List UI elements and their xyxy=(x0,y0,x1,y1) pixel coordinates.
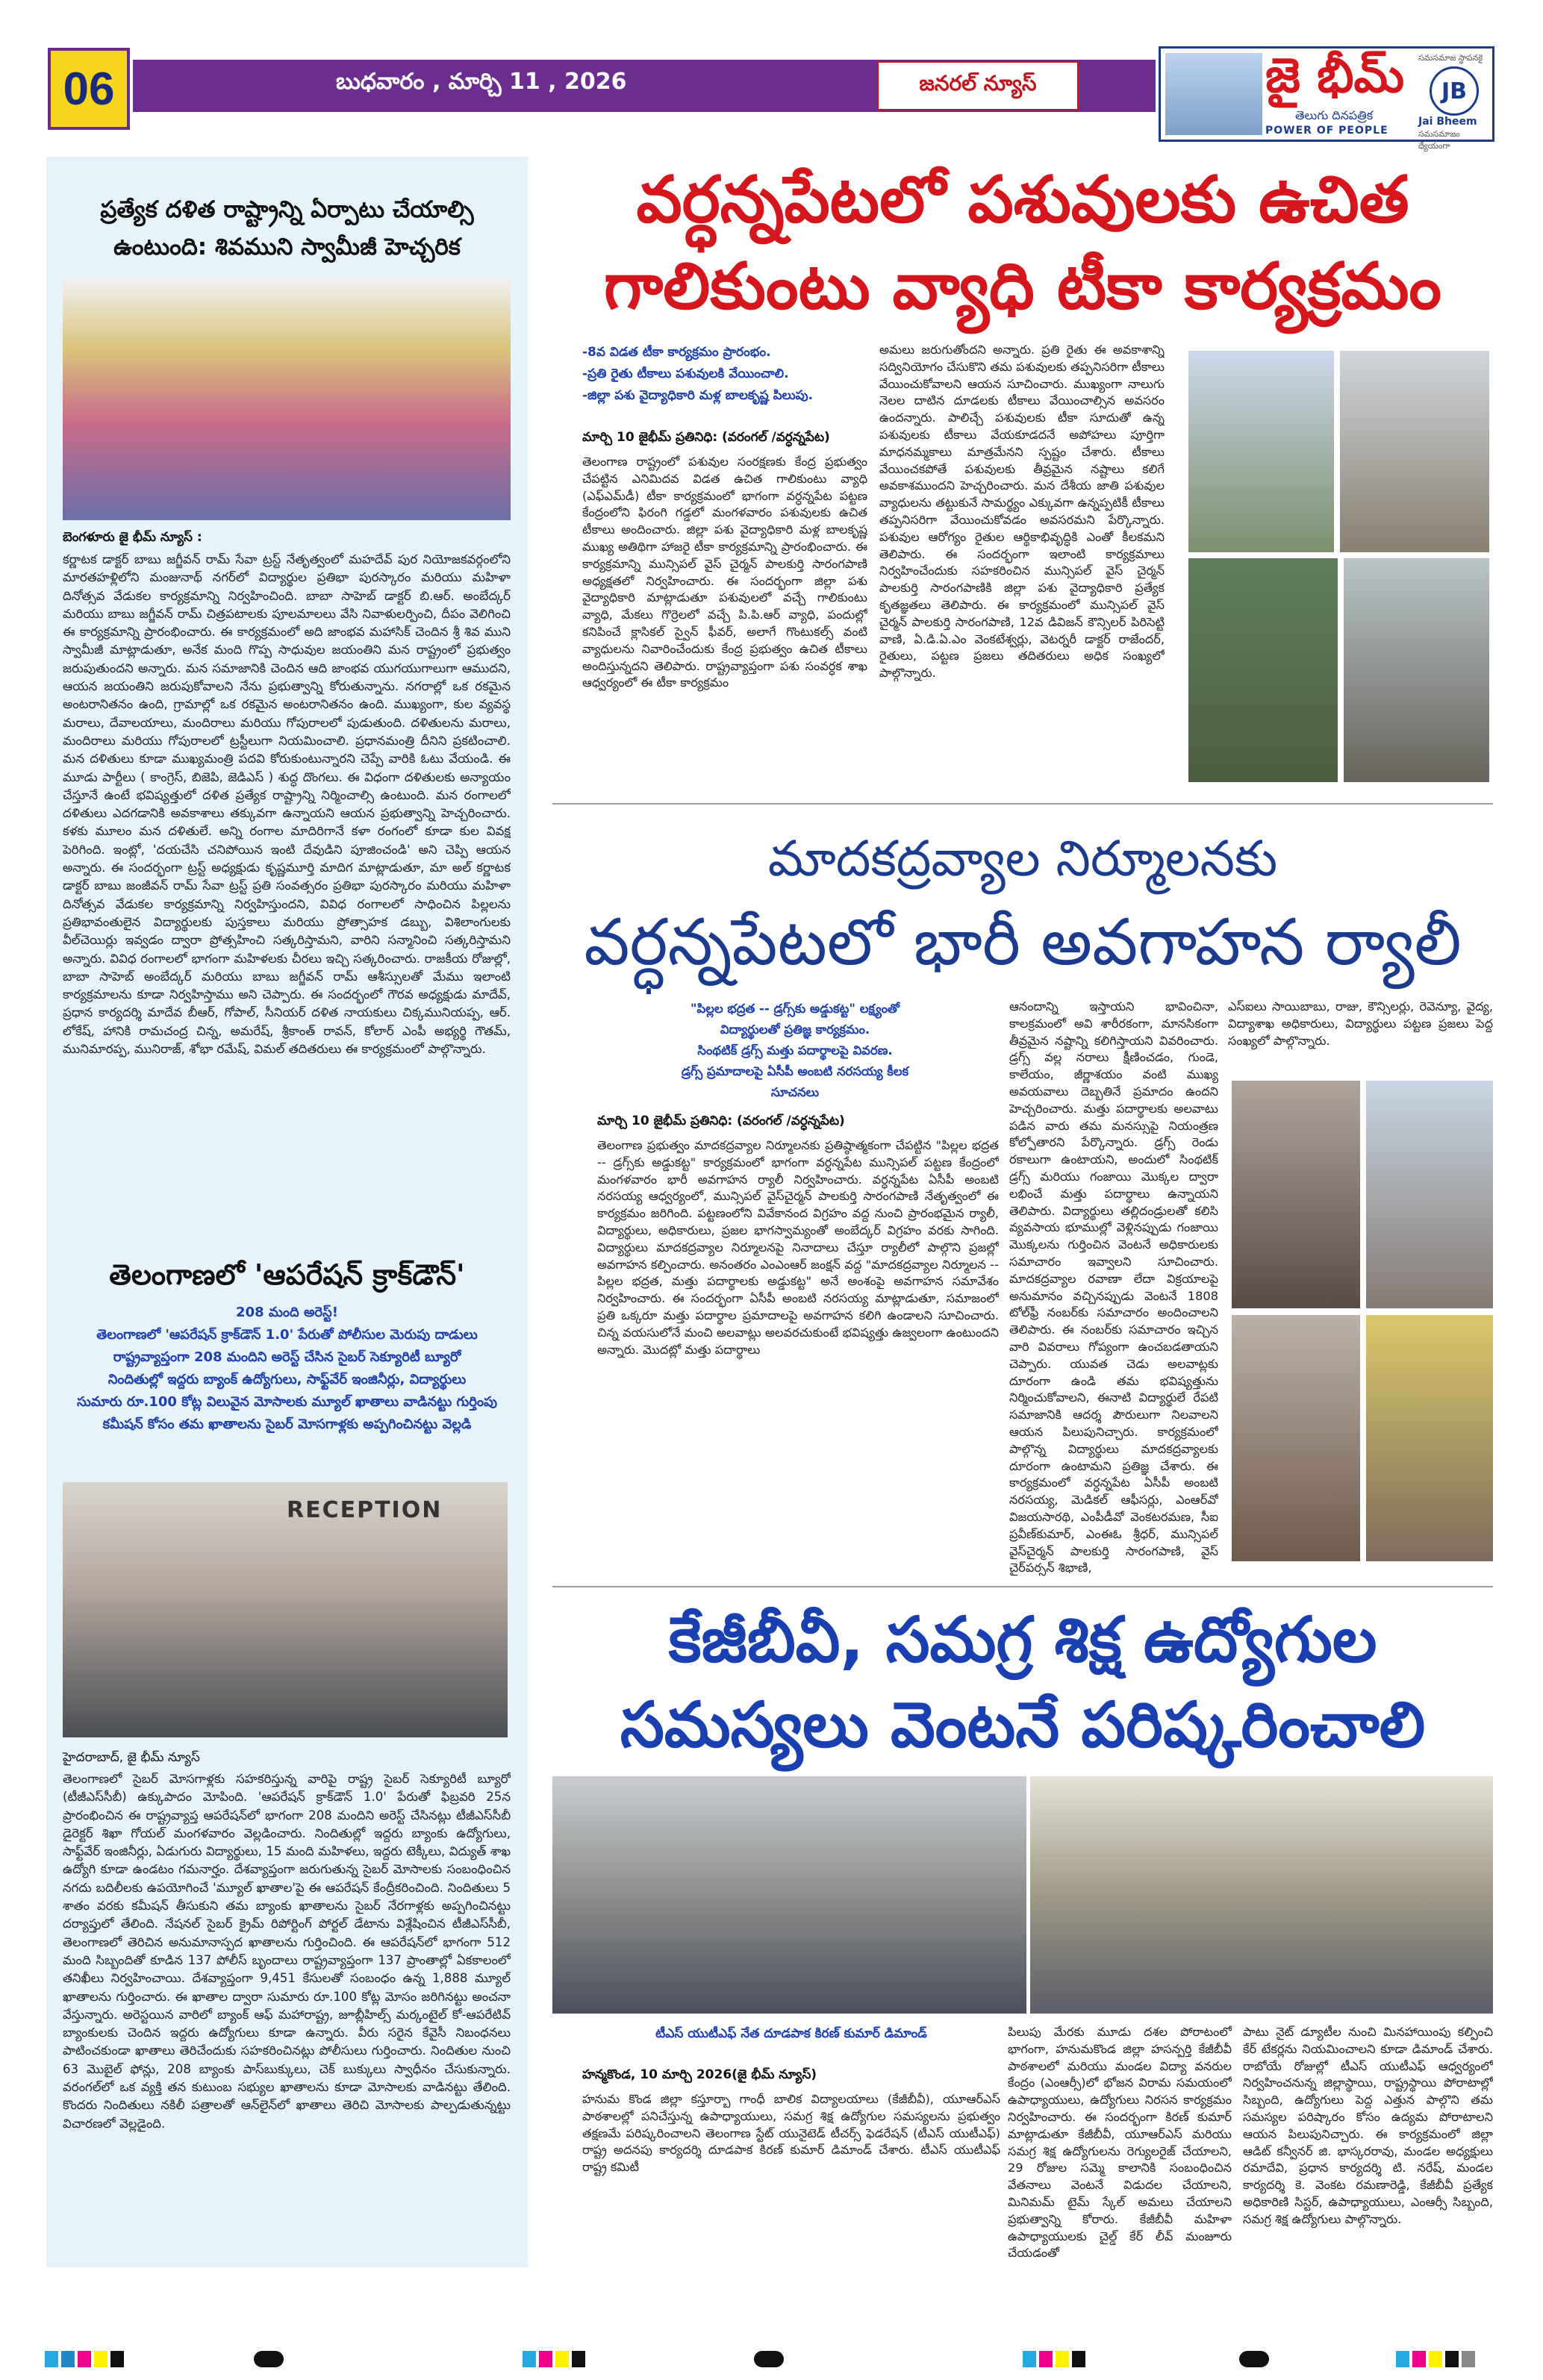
logo-subtitle: తెలుగు దినపత్రిక xyxy=(1295,108,1374,122)
divider xyxy=(552,803,1493,805)
story1-headline-line2: గాలికుంటు వ్యాధి టీకా కార్యక్రమం xyxy=(603,249,1442,324)
story3-body-col2: పిలుపు మేరకు మూడు దశల పోరాటంలో భాగంగా, హనుమకొండ జిల్లా హసన్పర్తి కేజీబీవీ పాఠశాలలో మరియు మండల విద్యా వనరుల కేంద్రం (ఎంఆర్సీ)లో భోజన విరామ సమయంలో ఉపాధ్యాయులు, ఉద్యోగులు నిరసన కార్యక్రమం నిర్వహించారు. ఈ సందర్భంగా కిరణ్ కుమార్ మాట్లాడుతూ కేజీబీవీ, యూఆర్ఎస్ మరియు సమగ్ర శిక్ష ఉద్యోగులను రెగ్యులరైజ్ చేయాలని, 29 రోజుల సమ్మె కాలానికి సంబంధించిన వేతనాలు వెంటనే విడుదల చేయాలని, మినిమమ్ టైమ్ స్కేల్ అమలు చేయాలని ప్రభుత్వాన్ని కోరారు. కేజీబీవీ మహిళా ఉపాధ్యాయులకు చైల్డ్ కేర్ లీవ్ మంజూరు చేయడంతో xyxy=(1008,2025,1232,2261)
protest-photo-2 xyxy=(1030,1776,1493,2014)
logo-english: Jai Bheem xyxy=(1418,116,1477,128)
divider xyxy=(552,1586,1493,1587)
story2-body-col2: ఆనందాన్ని ఇస్తాయని భావించినా, కాలక్రమంలో అవి శారీరకంగా, మానసికంగా తీవ్రమైన నష్టాన్ని కలిగిస్తాయని వివరించారు. డ్రగ్స్ వల్ల నరాలు క్షీణించడం, గుండె, కాలేయం, జీర్ణాశయం వంటి ముఖ్య అవయవాలు దెబ్బతినే ప్రమాదం ఉందని హెచ్చరించారు. మత్తు పదార్థాలకు అలవాటు పడిన వారు తమ మనస్సుపై నియంత్రణ కోల్పోతారని పేర్కొన్నారు. డ్రగ్స్ రెండు రకాలుగా ఉంటాయని, అందులో సింథటిక్ డ్రగ్స్ మరియు గంజాయి మొక్కల ద్వారా లభించే మత్తు పదార్థాలు ఉన్నాయని తెలిపారు. విద్యార్థులు తల్లిదండ్రులతో కలిసి వ్యవసాయ భూముల్లో వెళ్లినప్పుడు గంజాయి మొక్కలను గుర్తించిన వెంటనే అధికారులకు సమాచారం ఇవ్వాలని సూచించారు. మాదకద్రవ్యాల రవాణా లేదా విక్రయాలపై అనుమానం వచ్చినప్పుడు వెంటనే 1808 టోల్‌ఫ్రీ నంబర్‌కు సమాచారం అందించాలని తెలిపారు. ఈ నంబర్‌కు సమాచారం ఇచ్చిన వారి వివరాలు గోప్యంగా ఉంచబడతాయని చెప్పారు. యువత చెడు అలవాట్లకు దూరంగా ఉండి తమ భవిష్యత్తును నిర్మించుకోవాలని, ఈనాటి విద్యార్థులే రేపటి సమాజానికి ఆదర్శ పౌరులుగా నిలవాలని ఆయన పిలుపునిచ్చారు. కార్యక్రమంలో పాల్గొన్న విద్యార్థులు మాదకద్రవ్యాలకు దూరంగా ఉంటామని ప్రతిజ్ఞ చేశారు. ఈ కార్యక్రమంలో వర్ధన్నపేట ఏసీపీ అంబటి నరసయ్య, మెడికల్ ఆఫీసర్లు, ఎంఆర్‌వో విజయసారథి, ఎంపీడీవో వెంకటరమణ, సీఐ ప్రవీణ్‌కుమార్, ఎంఈఓ శ్రీధర్, మున్సిపల్ వైస్‌చైర్మన్ పాలకుర్తి సారంగపాణి, వైస్ చైర్‌పర్సన్ శిభాణి, xyxy=(1009,999,1218,1575)
kicker-line: సుమారు రూ.100 కోట్ల విలువైన మోసాలకు మ్యూల్ ఖాతాలు వాడినట్టు గుర్తింపు xyxy=(76,1394,498,1410)
kicker-line: రాష్ట్రవ్యాప్తంగా 208 మందిని అరెస్ట్ చేసిన సైబర్ సెక్యూరిటీ బ్యూరో xyxy=(113,1349,461,1365)
rally-photo-1 xyxy=(1232,1081,1360,1308)
story3-headline-line1: కేజీబీవీ, సమగ్ర శిక్ష ఉద్యోగుల xyxy=(668,1603,1377,1676)
story3-body-col1: హనుమ కొండ జిల్లా కస్తూర్బా గాంధీ బాలిక విద్యాలయాలు (కేజీబీవీ), యూఆర్ఎస్ పాఠశాలల్లో పనిచేస్తున్న ఉపాధ్యాయులు, సమగ్ర శిక్ష ఉద్యోగుల సమస్యలను ప్రభుత్వం తక్షణమే పరిష్కరించాలని తెలంగాణ స్టేట్ యునైటెడ్ టీచర్స్ ఫెడరేషన్ (టీఎస్ యుటీఎఫ్) రాష్ట్ర అదనపు కార్యదర్శి దూడపాక కిరణ్ కుమార్ డిమాండ్ చేశారు. టీఎస్ యుటీఎఫ్ రాష్ట్ర కమిటీ xyxy=(582,2092,1000,2175)
left-byline-1: బెంగళూరు జై భీమ్ న్యూస్ : xyxy=(63,530,202,545)
story1-body-col2: అమలు జరుగుతోందని అన్నారు. ప్రతి రైతు ఈ అవకాశాన్ని సద్వినియోగం చేసుకొని తమ పశువులకు తప్పనిసరిగా టీకాలు వేయించుకోవాలని ఆయన సూచించారు. ముఖ్యంగా నాలుగు నెలల దాటిన దూడలకు టీకాలు వేయించాల్సిన అవసరం ఉందన్నారు. పాలిచ్చే పశువులకు టీకా సూదుతో ఉన్న పశువులకు టీకాలు వేయకూడదనే అపోహలు పూర్తిగా మాధనమ్మకాలు మాత్రమేనని స్పష్టం చేశారు. టీకాలు వేయించకపోతే పశువులకు తీవ్రమైన నష్టాలు కలిగే అవకాశముందని హెచ్చరించారు. మన దేశీయ జాతి పశువుల వ్యాధులను తట్టుకునే సామర్థ్యం ఎక్కువగా ఉన్నప్పటికీ టీకాలు తప్పనిసరిగా వేయించుకోవడం అవసరమని పేర్కొన్నారు. పశువుల ఆరోగ్యం రైతుల ఆర్థికాభివృద్ధికి ఎంతో కీలకమని తెలిపారు. ఈ సందర్భంగా ఇలాంటి కార్యక్రమాలు నిర్వహించేందుకు సహకరించిన మున్సిపల్ వైస్ చైర్మన్ పాలకుర్తి సారంగపాణికి జిల్లా పశు వైద్యాధికారి ప్రత్యేక కృతజ్ఞతలు తెలిపారు. ఈ కార్యక్రమంలో మున్సిపల్ వైస్ చైర్మన్ పాలకుర్తి సారంగపాణి, 12వ డివిజన్ కౌన్సిలర్ పిరిసెట్టి వాణి, ఏ.డి.ఏ.ఎం వెంకటేశ్వర్లు, వెటర్నరీ డాక్టర్ రాజేందర్, రైతులు, పట్టణ ప్రజలు తదితరులు అధిక సంఖ్యలో పాల్గొన్నారు. xyxy=(879,343,1165,681)
story2-body-col3: ఎస్ఐలు సాయిబాబు, రాజు, కౌన్సిలర్లు, రెవెన్యూ, వైద్య, విద్యాశాఖ అధికారులు, విద్యార్థులు పట్టణ ప్రజలు పెద్ద సంఖ్యలో పాల్గొన్నారు. xyxy=(1228,999,1493,1048)
logo-small-bottom: సమసమాజం ధ్యేయంగా xyxy=(1418,129,1460,151)
story2-sub: సింథటిక్ డ్రగ్స్ మత్తు పదార్థాలపై వివరణ. xyxy=(697,1043,893,1058)
rally-photo-2 xyxy=(1366,1081,1493,1308)
registration-mark xyxy=(1239,2351,1269,2367)
yellow-swatch xyxy=(555,2351,569,2367)
story1-subheads xyxy=(582,342,881,407)
reception-sign: RECEPTION xyxy=(287,1497,443,1523)
story2-subheads xyxy=(582,999,1008,1103)
yellow-swatch xyxy=(1429,2351,1442,2367)
kicker-line: తెలంగాణలో 'ఆపరేషన్ క్రాక్‌డౌన్ 1.0' పేరుతో పోలీసుల మెరుపు దాడులు xyxy=(96,1327,478,1343)
left-byline-2: హైదరాబాద్, జై భీమ్ న్యూస్ xyxy=(63,1750,200,1765)
story1-sub: -జిల్లా పశు వైద్యాధికారి మళ్ల బాలకృష్ణ పిలుపు. xyxy=(582,388,814,403)
rally-photo-3 xyxy=(1232,1315,1360,1561)
protest-photo-1 xyxy=(552,1776,1026,2014)
section-label: జనరల్ న్యూస్ xyxy=(877,61,1079,110)
story2-byline: మార్చి 10 జైభీమ్ ప్రతినిధి: (వరంగల్ /వర్ధన్నపేట) xyxy=(597,1114,845,1128)
cyan-swatch xyxy=(45,2351,58,2367)
cyan-swatch xyxy=(523,2351,536,2367)
story1-sub: -ప్రతి రైతు టీకాలు పశువులకి వేయించాలి. xyxy=(582,366,789,381)
printer-color-marks xyxy=(0,2351,1543,2367)
black-swatch xyxy=(1072,2351,1085,2367)
black-swatch xyxy=(1445,2351,1459,2367)
registration-mark xyxy=(254,2351,284,2367)
yellow-swatch xyxy=(1056,2351,1069,2367)
story2-sub: సూచనలు xyxy=(770,1085,820,1099)
cyan-swatch xyxy=(61,2351,75,2367)
cyan-swatch xyxy=(1396,2351,1409,2367)
story2-sub: "పిల్లల భద్రత -- డ్రగ్స్‌కు అడ్డుకట్ట" లక్ష్యంతో xyxy=(690,1002,900,1016)
logo-title: జై భీమ్ xyxy=(1265,49,1405,104)
black-swatch xyxy=(110,2351,124,2367)
story2-body-col1: తెలంగాణ ప్రభుత్వం మాదకద్రవ్యాల నిర్మూలనకు ప్రతిష్ఠాత్మకంగా చేపట్టిన "పిల్లల భద్రత -- డ్రగ్స్‌కు అడ్డుకట్ట" కార్యక్రమంలో భాగంగా వర్ధన్నపేట మున్సిపల్ పట్టణ కేంద్రంలో మంగళవారం భారీ అవగాహన ర్యాలీ నిర్వహించారు. వర్ధన్నపేట ఏసీపీ అంబటి నరసయ్య ఆధ్వర్యంలో, మున్సిపల్ వైస్‌చైర్మన్ పాలకుర్తి సారంగపాణి నేతృత్వంలో ఈ కార్యక్రమం జరిగింది. పట్టణంలోని వివేకానంద విగ్రహం వద్ద నుంచి ప్రారంభమైన ర్యాలీ, విద్యార్థులు, అధికారులు, ప్రజల భాగస్వామ్యంతో అంబేద్కర్ విగ్రహం వరకు సాగింది. విద్యార్థులు మాదకద్రవ్యాల నిర్మూలనపై నినాదాలు చేస్తూ ర్యాలీలో పాల్గొని ప్రజల్లో అవగాహన కల్పించారు. అనంతరం ఎంఎంఆర్ జంక్షన్ వద్ద "మాదకద్రవ్యాల నిర్మూలన -- పిల్లల భద్రత, మత్తు పదార్థాలకు అడ్డుకట్ట" అనే అంశంపై అవగాహన సమావేశం నిర్వహించారు. ఈ సందర్భంగా ఏసీపీ అంబటి నరసయ్య మాట్లాడుతూ, సమాజంలో ప్రతి ఒక్కరూ మత్తు పదార్థాల ప్రమాదాలపై అవగాహన కలిగి ఉండాలని సూచించారు. చిన్న వయసులోనే మంచి అలవాట్లు అలవరచుకుంటే భవిష్యత్తు ఉజ్వలంగా ఉంటుందని అన్నారు. మొదట్లో మత్తు పదార్థాలు xyxy=(597,1138,999,1357)
magenta-swatch xyxy=(539,2351,552,2367)
press-meet-photo xyxy=(63,1482,508,1737)
story2-headline-line2: వర్ధన్నపేటలో భారీ అవగాహన ర్యాలీ xyxy=(584,905,1462,980)
vaccination-photo-4 xyxy=(1344,558,1489,782)
story3-headline-line2: సమస్యలు వెంటనే పరిష్కరించాలి xyxy=(620,1688,1426,1761)
masthead-logo xyxy=(1159,46,1494,151)
story1-byline: మార్చి 10 జైభీమ్ ప్రతినిధి: (వరంగల్ /వర్ధన్నపేట) xyxy=(582,430,830,445)
story2-headline-line1: మాదకద్రవ్యాల నిర్మూలనకు xyxy=(767,830,1278,887)
left-body-1: కర్ణాటక డాక్టర్ బాబు జగ్జీవన్ రామ్ సేవా ట్రస్ట్ నేతృత్వంలో మహదేవ్ పుర నియోజకవర్గంలోని మారతహళ్లిలోని మంజునాథ్ నగర్‌లో విద్యార్థుల ప్రతిభా పురస్కారం మరియు మహిళా దినోత్సవ వేడుకల కార్యక్రమాన్ని నిర్వహించింది. బాబా సాహెబ్ డాక్టర్ బి.ఆర్. అంబేద్కర్ మరియు బాబు జగ్జీవన్ రామ్ చిత్రపటాలకు పూలమాలలు వేసి నివాళులర్పించి, దీపం వెలిగించి ఈ కార్యక్రమాన్ని ప్రారంభించారు. ఈ కార్యక్రమంలో అది జాంభవ మహాసిక్ చెందిన శ్రీ శివ ముని స్వామీజీ మాట్లాడుతూ, అనేక మంది గొప్ప సాధువుల జయంతిని మన రాష్ట్రంలో ప్రభుత్వం జరుపుతుందని అన్నారు. మన సమాజానికి చెందిన ఆది జాంభవ యుగయుగాలుగా ఆముదని, ఆయన జయంతిని జరుపుకోవాలని నేను ప్రభుత్వాన్ని కోరుతున్నాను. నగరాల్లో ఒక రకమైన అంటరానితనం ఉంది, గ్రామాల్లో ఒక రకమైన అంటరానితనం ఉంది. ముఖ్యంగా, కుల వ్యవస్థ మరాలు, దేవాలయాలు, మందిరాలు మరియు గోపురాలలో పుడుతుంది. దళితులను మరాలు, మందిరాలు మరియు గోపురాలలో ట్రస్టీలుగా నియమించాలి. ప్రధానమంత్రి దీనిని ప్రకటించాలి. మన దళితులు కూడా ముఖ్యమంత్రి పదవి కోరుకుంటున్నారని చెప్పే వారికి ఓటు వేయండి. ఈ మూడు పార్టీలు ( కాంగ్రెస్, బిజెపి, జెడిఎస్ ) శుద్ధ దొంగలు. ఈ విధంగా దళితులకు అన్యాయం చేస్తూనే ఉంటే భవిష్యత్తులో దళిత ప్రత్యేక రాష్ట్రాన్ని నిర్మించాల్సి ఉంటుంది. మన రంగాలలో దళితులు ఎదగడానికి అవకాశాలు తక్కువగా ఉన్నాయని ఆయన ప్రభుత్వాన్ని హెచ్చరించారు. కళకు మూలం మన దళితులే. అన్ని రంగాల మాదిరిగానే కళా రంగంలో కూడా కుల వివక్ష పెరిగింది. ఇంట్లో, 'దయచేసి చనిపోయిన ఇంటి దేవుడిని పూజించండి' అని చెప్పి ఆయన అన్నారు. ఈ సందర్భంగా ట్రస్ట్ అధ్యక్షుడు కృష్ణమూర్తి మాదిగ మాట్లాడుతూ, మా అల్ కర్ణాటక డాక్టర్ బాబు జంజీవన్ రామ్ సేవా ట్రస్ట్ ప్రతి సంవత్సరం ప్రతిభా పురస్కారం మరియు మహిళా దినోత్సవ వేడుకల కార్యక్రమాన్ని నిర్వహిస్తుందని, వివిధ రంగాలలో సాధించిన పిల్లలను ప్రతిభావంతులైన విద్యార్థులకు పుస్తకాలు మరియు ప్రోత్సాహక డబ్బు, విశిలాంగులకు వీల్‌చెయిర్లు ఇవ్వడం ద్వారా ప్రోత్సహించి సత్కరిస్తామని, వారిని సన్మానించి సత్కరిస్తామని అన్నారు. వివిధ రంగాలలో భాగంగా మహిళలకు చీరలు ఇచ్చి సత్కరించారు. రాజకీయ రోజుల్లో, బాబా సాహెబ్ అంబేద్కర్ మరియు బాబు జగ్జీవన్ రామ్ ఆశీస్సులతో మేము ఇలాంటి కార్యక్రమాలను కూడా నిర్వహిస్తాము అని చెప్పారు. ఈ సందర్భంలో గౌరవ అధ్యక్షుడు మాదేవ్, ప్రధాన కార్యదర్శి మాదేవ బీఆర్, గోపాల్, సీనియర్ దళిత నాయకులు చిక్కమునియప్ప, ఆర్. లోకేష్, హానికి రామచంద్ర చిన్న, అమరేష్, శ్రీకాంత్ రావన్, కోలార్ ఎంపీ అభ్యర్థి గౌతమ్, మునిమారప్ప, మునిరాజ్, శోభా రమేష్, విమల్ తదితరులు ఈ కార్యక్రమంలో పాల్గొన్నారు. xyxy=(63,552,511,1057)
registration-mark xyxy=(754,2351,784,2367)
story2-headline xyxy=(552,817,1493,984)
vaccination-photo-1 xyxy=(1188,351,1334,552)
cyan-swatch xyxy=(1023,2351,1036,2367)
kicker-line: 208 మంది అరెస్ట్! xyxy=(236,1305,338,1320)
magenta-swatch xyxy=(1039,2351,1053,2367)
kicker-line: కమీషన్ కోసం తమ ఖాతాలను సైబర్ మోసగాళ్లకు అప్పగించినట్టు వెల్లడి xyxy=(102,1417,472,1432)
kicker-line: నిందితుల్లో ఇద్దరు బ్యాంక్ ఉద్యోగులు, సాఫ్ట్‌వేర్ ఇంజినీర్లు, విద్యార్థులు xyxy=(107,1372,467,1387)
ambedkar-portrait-icon xyxy=(1165,53,1262,135)
story1-headline-line1: వర్ధన్నపేటలో పశువులకు ఉచిత xyxy=(636,163,1409,237)
left-subhead: తెలంగాణలో 'ఆపరేషన్ క్రాక్‌డౌన్' xyxy=(109,1258,465,1291)
story1-body-col1: తెలంగాణ రాష్ట్రంలో పశువుల సంరక్షణకు కేంద్ర ప్రభుత్వం చేపట్టిన ఎనిమిదవ విడత ఉచిత గాలికుంటు వ్యాధి (ఎఫ్ఎమ్‌డీ) టీకా కార్యక్రమంలో భాగంగా వర్ధన్నపేట పట్టణ కేంద్రంలోని ఫిరంగి గడ్డలో మంగళవారం పశువులకు ఉచిత టీకాలు అందించారు. జిల్లా పశు వైద్యాధికారి మళ్ల బాలకృష్ణ ముఖ్య అతిథిగా హాజరై టీకా కార్యక్రమాన్ని ప్రారంభించారు. ఈ కార్యక్రమాన్ని మున్సిపల్ వైస్ చైర్మన్ పాలకుర్తి సారంగపాణి అధ్యక్షతలో నిర్వహించారు. ఈ సందర్భంగా జిల్లా పశు వైద్యాధికారి మాట్లాడుతూ పశువులలో వచ్చే గాలికుంటు వ్యాధి, మేకలు గొర్రెలలో వచ్చే పి.పి.ఆర్ వ్యాధి, పందుల్లో కనిపించే క్లాసికల్ స్వైన్ ఫీవర్, అలాగే గొంటుకల్స్ వంటి వ్యాధులను నివారించేందుకు కేంద్ర ప్రభుత్వం ఉచిత టీకాలు అందిస్తున్నదని తెలిపారు. రాష్ట్రవ్యాప్తంగా పశు సంవర్ధక శాఖ ఆధ్వర్యంలో ఈ టీకా కార్యక్రమం xyxy=(582,455,867,690)
logo-small-top: సమసమాజ స్థాపనకై xyxy=(1418,53,1483,63)
vaccination-photo-2 xyxy=(1340,351,1489,552)
magenta-swatch xyxy=(78,2351,91,2367)
story2-sub: విద్యార్థులతో ప్రతిజ్ఞ కార్యక్రమం. xyxy=(720,1022,870,1037)
left-headline: ప్రత్యేక దళిత రాష్ట్రాన్ని ఏర్పాటు చేయాల్సి ఉంటుంది: శివముని స్వామీజీ హెచ్చరిక xyxy=(100,196,474,260)
story1-headline xyxy=(552,157,1493,330)
story3-caption: టీఎస్ యుటీఎఫ్ నేత దూడపాక కిరణ్ కుమార్ డిమాండ్ xyxy=(655,2026,927,2041)
logo-tagline: POWER OF PEOPLE xyxy=(1265,125,1388,137)
story1-sub: -8వ విడత టీకా కార్యక్రమం ప్రారంభం. xyxy=(582,345,771,360)
gray-swatch xyxy=(1462,2351,1475,2367)
vaccination-photo-3 xyxy=(1188,558,1338,782)
story3-byline: హన్మకొండ, 10 మార్చి 2026(జై భీమ్ న్యూస్) xyxy=(582,2067,817,2082)
page-number: 06 xyxy=(48,48,130,130)
issue-date: బుధవారం , మార్చి 11 , 2026 xyxy=(336,69,627,95)
magenta-swatch xyxy=(1412,2351,1426,2367)
emblem-icon: JB xyxy=(1430,66,1479,116)
story3-body-col3: పాటు నైట్ డ్యూటీల నుంచి మినహాయింపు కల్పించి కేర్ టేకర్లను నియమించాలని కూడా డిమాండ్ చేశారు. రాబోయే రోజుల్లో టీఎస్ యుటీఎఫ్ ఆధ్వర్యంలో నిర్వహించనున్న జిల్లాస్థాయి, రాష్ట్రస్థాయి పోరాటాల్లో సిబ్బంది, ఉద్యోగులు పెద్ద ఎత్తున పాల్గొని తమ సమస్యల పరిష్కారం కోసం ఉద్యమ పోరాటాలని ఆయన పిలుపునిచ్చారు. ఈ కార్యక్రమంలో జిల్లా ఆడిట్ కన్వీనర్ జి. భాస్కరరావు, మండల అధ్యక్షులు రమాదేవి, ప్రధాన కార్యదర్శి టి. నరేష్, మండల కార్యదర్శి కె. వెంకట రమణారెడ్డి, కేజీబీవీ ప్రత్యేక అధికారిణి సిస్టర్, ఉపాధ్యాయులు, ఎంఆర్సీ సిబ్బంది, సమగ్ర శిక్ష ఉద్యోగులు పాల్గొన్నారు. xyxy=(1243,2025,1493,2226)
yellow-swatch xyxy=(94,2351,107,2367)
award-ceremony-photo xyxy=(63,278,511,520)
story3-headline xyxy=(552,1597,1493,1767)
black-swatch xyxy=(572,2351,585,2367)
story2-sub: డ్రగ్స్ ప్రమాదాలపై ఏసీపీ అంబటి నరసయ్య కీలక xyxy=(681,1064,909,1078)
left-body-2: తెలంగాణలో సైబర్ మోసగాళ్లకు సహకరిస్తున్న వారిపై రాష్ట్ర సైబర్ సెక్యూరిటీ బ్యూరో (టీజీఎస్‌సీబీ) ఉక్కుపాదం మోపింది. 'ఆపరేషన్ క్రాక్‌డౌన్ 1.0' పేరుతో ఫిబ్రవరి 25న ప్రారంభించిన ఈ రాష్ట్రవ్యాప్త ఆపరేషన్‌లో భాగంగా 208 మందిని అరెస్ట్ చేసినట్లు టీజీఎస్‌సీబీ డైరెక్టర్ శిఖా గోయల్ మంగళవారం వెల్లడించారు. నిందితుల్లో ఇద్దరు బ్యాంకు ఉద్యోగులు, సాఫ్ట్‌వేర్ ఇంజినీర్లు, ఏడుగురు విద్యార్థులు, 15 మంది మహిళలు, ఇద్దరు టెక్కీలు, విద్యుత్ శాఖ ఉద్యోగి కూడా ఉండటం గమనార్హం. దేశవ్యాప్తంగా జరుగుతున్న సైబర్ మోసాలకు సంబంధించిన నగదు బదిలీలకు ఉపయోగించే 'మ్యూల్ ఖాతాల'పై ఈ ఆపరేషన్ కేంద్రీకరించింది. నిందితులు 5 శాతం వరకు కమీషన్ తీసుకుని తమ బ్యాంకు ఖాతాలను సైబర్ నేరగాళ్లకు అప్పగించినట్టు దర్యాప్తులో తేలింది. నేషనల్ సైబర్ క్రైమ్ రిపోర్టింగ్ పోర్టల్ డేటాను విశ్లేషించిన టీజీఎస్‌సీబీ, తెలంగాణలో తెరిచిన అనుమానాస్పద ఖాతాలను గుర్తించింది. ఈ ఆపరేషన్‌లో భాగంగా 512 మంది సిబ్బందితో కూడిన 137 పోలీస్ బృందాలు రాష్ట్రవ్యాప్తంగా 137 ప్రాంతాల్లో ఏకకాలంలో తనిఖీలు నిర్వహించాయి. దేశవ్యాప్తంగా 9,451 కేసులతో సంబంధం ఉన్న 1,888 మ్యూల్ ఖాతాలను గుర్తించారు. ఈ ఖాతాల ద్వారా సుమారు రూ.100 కోట్ల మోసం జరిగినట్టు అంచనా వేస్తున్నారు. అరెస్టయిన వారిలో బ్యాంక్ ఆఫ్ మహారాష్ట్ర, జూబ్లీహిల్స్ మర్కంటైల్ కో-ఆపరేటివ్ బ్యాంకులకు చెందిన ఇద్దరు ఉద్యోగులు కూడా ఉన్నారు. వీరు సరైన కేవైసీ నిబంధనలు పాటించకుండా ఖాతాలు తెరిచేందుకు సహకరించినట్లు పోలీసులు గుర్తించారు. నిందితుల నుంచి 63 మొబైల్ ఫోన్లు, 208 బ్యాంకు పాస్‌బుక్కులు, చెక్ బుక్కులు స్వాధీనం చేసుకున్నారు. వరంగల్‌లో ఒక వ్యక్తి తన కుటుంబ సభ్యుల ఖాతాలను కూడా మోసాలకు వాడినట్టు తేలింది. కొందరు నిందితులు నకిలీ పత్రాలతో ఆన్‌లైన్‌లో ఖాతాలు తెరిచి మోసాలకు పాల్పడుతున్నట్టు విచారణలో వెల్లడైంది. xyxy=(63,1772,511,2131)
rally-photo-4 xyxy=(1366,1315,1493,1561)
